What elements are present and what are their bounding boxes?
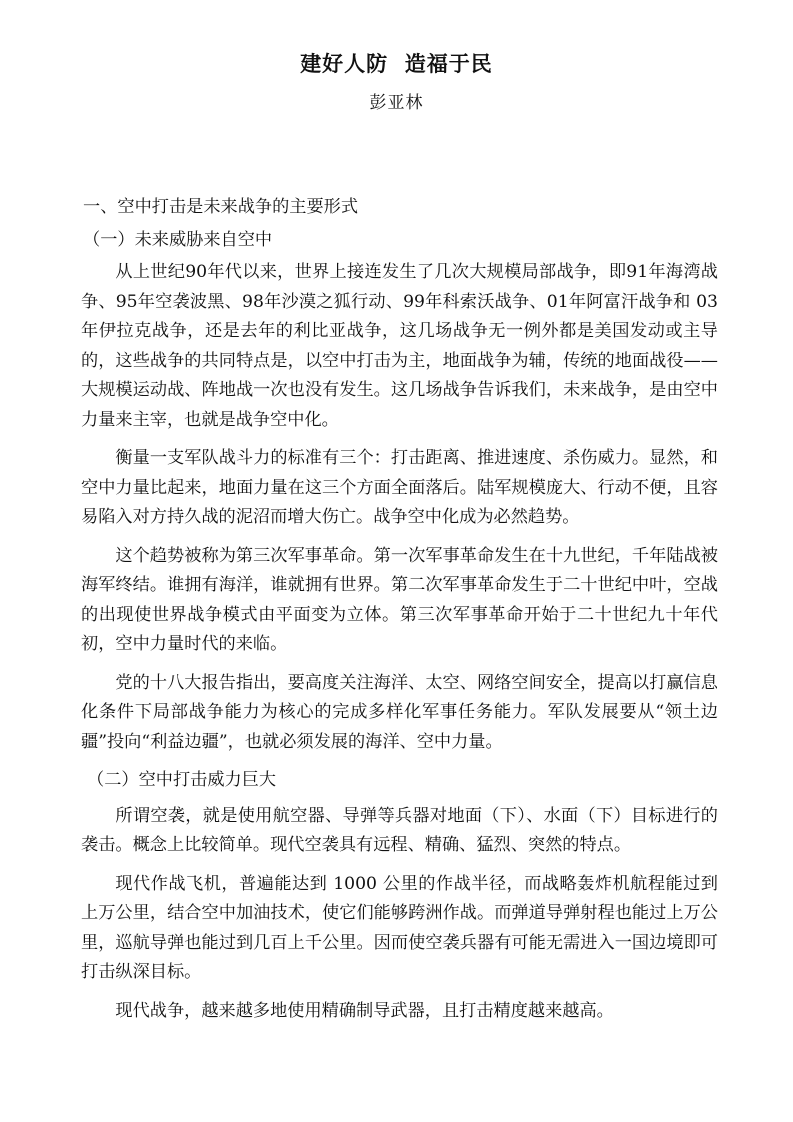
paragraph: 从上世纪90年代以来，世界上接连发生了几次大规模局部战争，即91年海湾战争、95年空袭波黑、98年沙漠之狐行动、99年科索沃战争、01年阿富汗战争和 03年伊拉克战争，还是去年的利比亚战争，这几场战争无一例外都是美国发动或主导的，这些战争的共同特点是，以空中打击为主，地面战争为辅，传统的地面战役——大规模运动战、阵地战一次也没有发生。这几场战争告诉我们，未来战争，是由空中力量来主宰，也就是战争空中化。 xyxy=(81,262,718,430)
document-title: 建好人防 造福于民 xyxy=(300,51,493,76)
subsection-heading: （一）未来威胁来自空中 xyxy=(83,229,273,250)
paragraph: 现代战争，越来越多地使用精确制导武器，且打击精度越来越高。 xyxy=(115,1000,614,1021)
section-heading: 一、空中打击是未来战争的主要形式 xyxy=(83,197,359,217)
paragraph: 这个趋势被称为第三次军事革命。第一次军事革命发生在十九世纪，千年陆战被海军终结。谁拥有海洋，谁就拥有世界。第二次军事革命发生于二十世纪中叶，空战的出现使世界战争模式由平面变为立体。第三次军事革命开始于二十世纪九十年代初，空中力量时代的来临。 xyxy=(81,545,718,654)
paragraph: 衡量一支军队战斗力的标准有三个：打击距离、推进速度、杀伤威力。显然，和空中力量比起来，地面力量在这三个方面全面落后。陆军规模庞大、行动不便，且容易陷入对方持久战的泥沼而增大伤亡。战争空中化成为必然趋势。 xyxy=(81,448,718,527)
subsection-heading: （二）空中打击威力巨大 xyxy=(87,770,277,790)
paragraph: 党的十八大报告指出，要高度关注海洋、太空、网络空间安全，提高以打赢信息化条件下局部战争能力为核心的完成多样化军事任务能力。军队发展要从“领土边疆”投向“利益边疆”，也就必须发展的海洋、空中力量。 xyxy=(81,672,718,752)
document-body xyxy=(81,193,718,1026)
document-author: 彭亚林 xyxy=(369,93,424,113)
paragraph: 现代作战飞机，普遍能达到 1000 公里的作战半径，而战略轰炸机航程能过到上万公里，结合空中加油技术，使它们能够跨洲作战。而弹道导弹射程也能过上万公里，巡航导弹也能过到几百上千公里。因而使空袭兵器有可能无需进入一国边境即可打击纵深目标。 xyxy=(81,873,718,982)
paragraph: 所谓空袭，就是使用航空器、导弹等兵器对地面（下）、水面（下）目标进行的袭击。概念上比较简单。现代空袭具有远程、精确、猛烈、突然的特点。 xyxy=(81,805,718,855)
